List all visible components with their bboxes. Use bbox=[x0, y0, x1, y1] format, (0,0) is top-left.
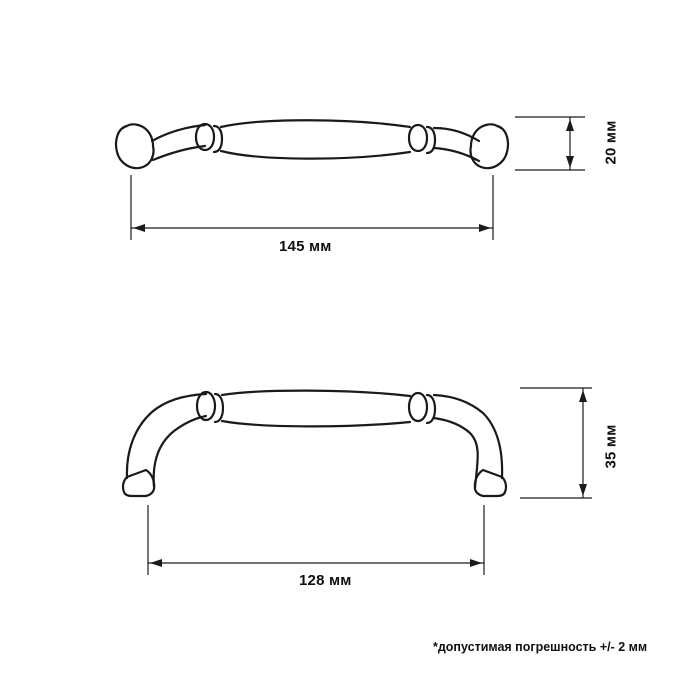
top-view-handle bbox=[116, 120, 508, 168]
front-view-handle bbox=[123, 391, 506, 496]
arrow-down bbox=[566, 156, 574, 168]
top-view-height-label: 20 мм bbox=[602, 120, 620, 165]
arrow-down-2 bbox=[579, 484, 587, 496]
front-view-height-label: 35 мм bbox=[602, 424, 620, 469]
top-view-width-label: 145 мм bbox=[279, 238, 332, 255]
front-view-height-dimension bbox=[520, 388, 592, 498]
left-leg-inner bbox=[154, 416, 206, 487]
arrow-up-2 bbox=[579, 390, 587, 402]
front-left-collar-edge bbox=[215, 394, 223, 422]
right-collar-edge bbox=[427, 127, 435, 153]
arrow-left bbox=[133, 224, 145, 232]
barrel-bottom bbox=[221, 151, 410, 159]
arrow-right bbox=[479, 224, 491, 232]
tolerance-note: *допустимая погрешность +/- 2 мм bbox=[433, 640, 648, 654]
right-foot-outline bbox=[470, 124, 507, 168]
left-leg-outer bbox=[127, 394, 206, 478]
right-collar bbox=[409, 125, 427, 151]
right-leg-outer bbox=[434, 395, 502, 478]
left-foot-outline bbox=[116, 124, 153, 168]
top-view-height-dimension bbox=[515, 117, 585, 170]
arrow-right-2 bbox=[470, 559, 482, 567]
arrow-up bbox=[566, 119, 574, 131]
left-neck-bottom bbox=[153, 146, 205, 160]
left-collar-edge bbox=[214, 126, 222, 152]
top-view-width-dimension bbox=[131, 175, 493, 240]
arrow-left-2 bbox=[150, 559, 162, 567]
front-right-collar bbox=[409, 393, 427, 421]
right-leg-inner bbox=[434, 418, 478, 488]
front-bar-bottom bbox=[222, 421, 410, 426]
front-view-width-label: 128 мм bbox=[299, 572, 352, 589]
front-view-width-dimension bbox=[148, 505, 484, 575]
barrel-top bbox=[221, 120, 410, 127]
front-bar-top bbox=[222, 391, 410, 396]
